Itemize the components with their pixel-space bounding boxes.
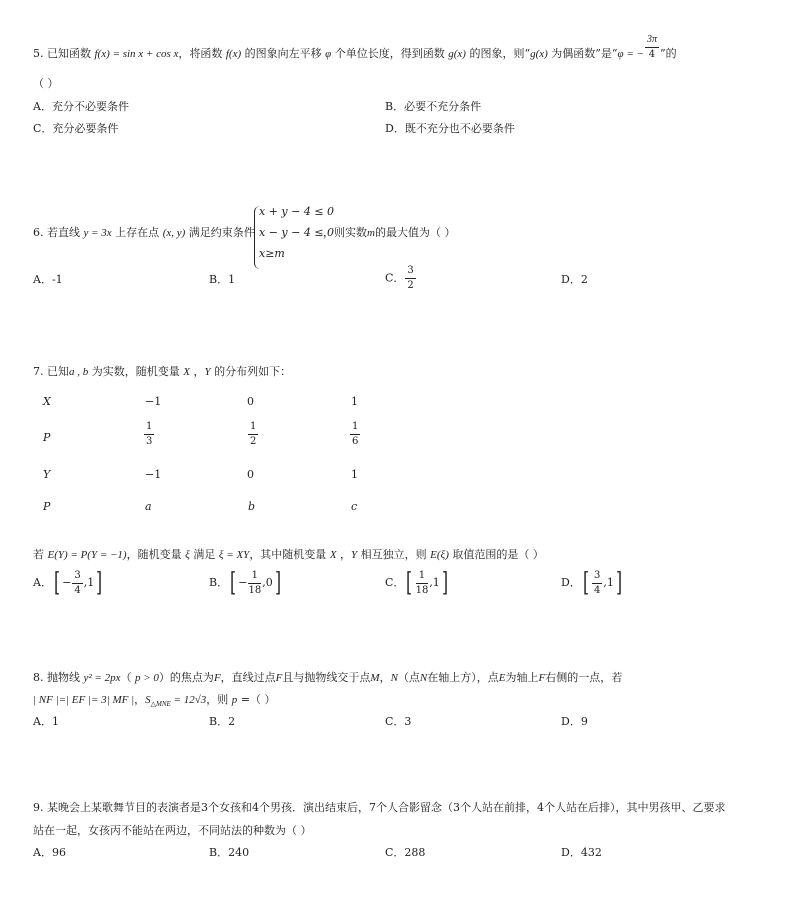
q5-answer-paren: （ ） (33, 77, 59, 90)
q5-text: ，将函数 (178, 47, 226, 60)
q8-point-m: M (370, 672, 380, 684)
q9-option-b[interactable]: B．240 (209, 846, 250, 859)
q8-text: （ (120, 671, 135, 684)
q7-text: 满足 (189, 548, 219, 561)
q8-point-n: N (390, 672, 398, 684)
q5-option-d[interactable]: D．既不充分也不必要条件 (385, 122, 515, 135)
q7-text: 为实数，随机变量 (88, 365, 184, 378)
q5-text: 的图象，则“ (465, 47, 531, 60)
q6-text: ，则实数 (323, 226, 367, 239)
q7-text: 相互独立，则 (357, 548, 431, 561)
q5-text: 的图象向左平移 (241, 47, 326, 60)
q5-text: 5. 已知函数 (33, 47, 95, 60)
q8-area-symbol: S (145, 694, 151, 706)
table-cell-fraction: $\frac{1}{3}$ (146, 421, 153, 447)
q6-option-d[interactable]: D．2 (561, 273, 588, 286)
q8-point-f: F (213, 672, 221, 684)
q6-constraint-3: x≥m (259, 247, 285, 260)
q8-text: =（ ） (237, 693, 276, 706)
q9-option-c[interactable]: C．288 (385, 846, 426, 859)
q5-function-f: f(x) = sin x + cos x (94, 48, 179, 60)
q8-text: 且与抛物线交于点 (282, 671, 371, 684)
q5-option-a[interactable]: A．充分不必要条件 (33, 100, 129, 113)
q6-text: 6. 若直线 (33, 226, 84, 239)
q8-point-f: F (275, 672, 283, 684)
q7-text: 7. 已知 (33, 365, 69, 378)
q7-option-b[interactable]: B．[ − $\frac{1}{18}$ ,0] (209, 568, 281, 598)
q8-text: ，直线过点 (220, 671, 276, 684)
q7-xi: ξ (185, 549, 190, 561)
q8-point-f: F (538, 672, 546, 684)
q8-stem-line1 (33, 672, 622, 684)
table-cell: −1 (145, 468, 162, 481)
q8-text: 在轴上方），点 (427, 671, 499, 684)
q8-text: ， (379, 671, 391, 684)
table-cell: 1 (351, 395, 358, 408)
table-cell: Y (43, 468, 51, 481)
q7-var-y: Y (204, 366, 211, 378)
q6-constraint-1: x + y − 4 ≤ 0 (259, 205, 335, 218)
q8-option-a[interactable]: A．1 (33, 715, 59, 728)
q7-option-a[interactable]: A．[ − $\frac{3}{4}$ ,1] (33, 568, 103, 598)
q5-text: ”的 (660, 47, 677, 60)
q8-length-eq: | NF |=| EF |= 3| MF | (33, 694, 135, 706)
table-cell: 1 (351, 468, 358, 481)
q5-phi: φ (325, 48, 332, 60)
q7-text: 若 (33, 548, 48, 561)
q7-text: ， (189, 365, 205, 378)
q7-text: ，其中随机变量 (249, 548, 330, 561)
q9-stem-line2: 站在一起，女孩丙不能站在两边，不同站法的种数为（ ） (33, 824, 312, 837)
q8-text: ，则 (206, 693, 232, 706)
table-cell-fraction: $\frac{1}{2}$ (250, 421, 257, 447)
q8-option-d[interactable]: D．9 (561, 715, 588, 728)
table-cell: P (43, 431, 51, 444)
q7-stem (33, 366, 291, 378)
q5-function-g-ref: g(x) (530, 48, 548, 60)
q7-option-c[interactable]: C．[ $\frac{1}{18}$ ,1] (385, 568, 448, 598)
q6-line-eq: y = 3x (83, 227, 112, 239)
q7-expect-xi: E(ξ) (430, 549, 449, 561)
q5-option-b[interactable]: B．必要不充分条件 (385, 100, 482, 113)
q6-text: 的最大值为（ ） (374, 226, 456, 239)
q5-stem-line1 (33, 33, 677, 60)
q8-option-c[interactable]: C．3 (385, 715, 412, 728)
q8-text: 8. 抛物线 (33, 671, 84, 684)
table-cell-fraction: $\frac{1}{6}$ (352, 421, 359, 447)
table-cell: −1 (145, 395, 162, 408)
q8-condition: p > 0 (135, 672, 159, 684)
q8-text: ， (134, 693, 146, 706)
q6-point: (x, y) (162, 227, 186, 239)
q5-option-c[interactable]: C．充分必要条件 (33, 122, 119, 135)
q5-fraction: $\frac{3\pi}{4}$ (646, 33, 657, 60)
q5-text: 为偶函数”是“ (547, 47, 618, 60)
q9-option-a[interactable]: A．96 (33, 846, 66, 859)
q5-text: 个单位长度，得到函数 (331, 47, 449, 60)
q9-stem-line1: 9. 某晚会上某歌舞节目的表演者是3个女孩和4个男孩．演出结束后，7个人合影留念（3个人站在前排，4个人站在后排），其中男孩甲、乙要求 (33, 801, 726, 814)
q7-condition (33, 549, 544, 561)
q7-text: 取值范围的是（ ） (448, 548, 544, 561)
q6-text: 满足约束条件 (185, 226, 255, 239)
table-cell: 0 (247, 395, 254, 408)
q7-text: ，随机变量 (126, 548, 186, 561)
q8-text: （点 (397, 671, 420, 684)
q6-constraint-2: x − y − 4 ≤ 0 (259, 226, 335, 239)
q6-text: 上存在点 (111, 226, 163, 239)
q8-text: 为轴上 (505, 671, 539, 684)
q5-phi-eq: φ = − (617, 48, 644, 60)
q8-area-value: = 12√3 (170, 694, 207, 706)
table-cell: a (145, 500, 152, 513)
table-cell: 0 (247, 468, 254, 481)
q7-var-y: Y (351, 549, 358, 561)
q6-option-c[interactable]: C． $\frac{3}{2}$ (385, 265, 414, 291)
q9-option-d[interactable]: D．432 (561, 846, 602, 859)
table-cell: c (351, 500, 358, 513)
q6-option-a[interactable]: A．-1 (33, 273, 63, 286)
q5-function-g: g(x) (448, 48, 466, 60)
q8-option-b[interactable]: B．2 (209, 715, 236, 728)
q8-area-subscript: △MNE (150, 700, 171, 709)
q7-text: ， (336, 548, 352, 561)
q6-option-b[interactable]: B．1 (209, 273, 236, 286)
q7-ab: a , b (69, 366, 89, 378)
q7-option-d[interactable]: D．[ $\frac{3}{4}$ ,1] (561, 568, 622, 598)
q6-stem-left (33, 227, 255, 239)
q7-var-x: X (183, 366, 190, 378)
q8-text: 右侧的一点，若 (545, 671, 623, 684)
q8-point-n: N (419, 672, 428, 684)
q5-function-f-ref: f(x) (225, 48, 242, 60)
q7-xi-eq: ξ = XY (218, 549, 250, 561)
q6-m: m (367, 227, 375, 239)
table-cell: b (248, 500, 256, 513)
q8-text: ）的焦点为 (158, 671, 214, 684)
q7-text: 的分布列如下： (210, 365, 292, 378)
table-cell: X (43, 395, 51, 408)
q8-p: p (231, 694, 238, 706)
q8-stem-line2 (33, 694, 275, 708)
q7-var-x: X (329, 549, 337, 561)
table-cell: P (43, 500, 51, 513)
q8-parabola: y² = 2px (83, 672, 121, 684)
q8-point-e: E (498, 672, 506, 684)
q7-expect-eq: E(Y) = P(Y = −1) (47, 549, 127, 561)
q6-stem-right (323, 227, 455, 239)
